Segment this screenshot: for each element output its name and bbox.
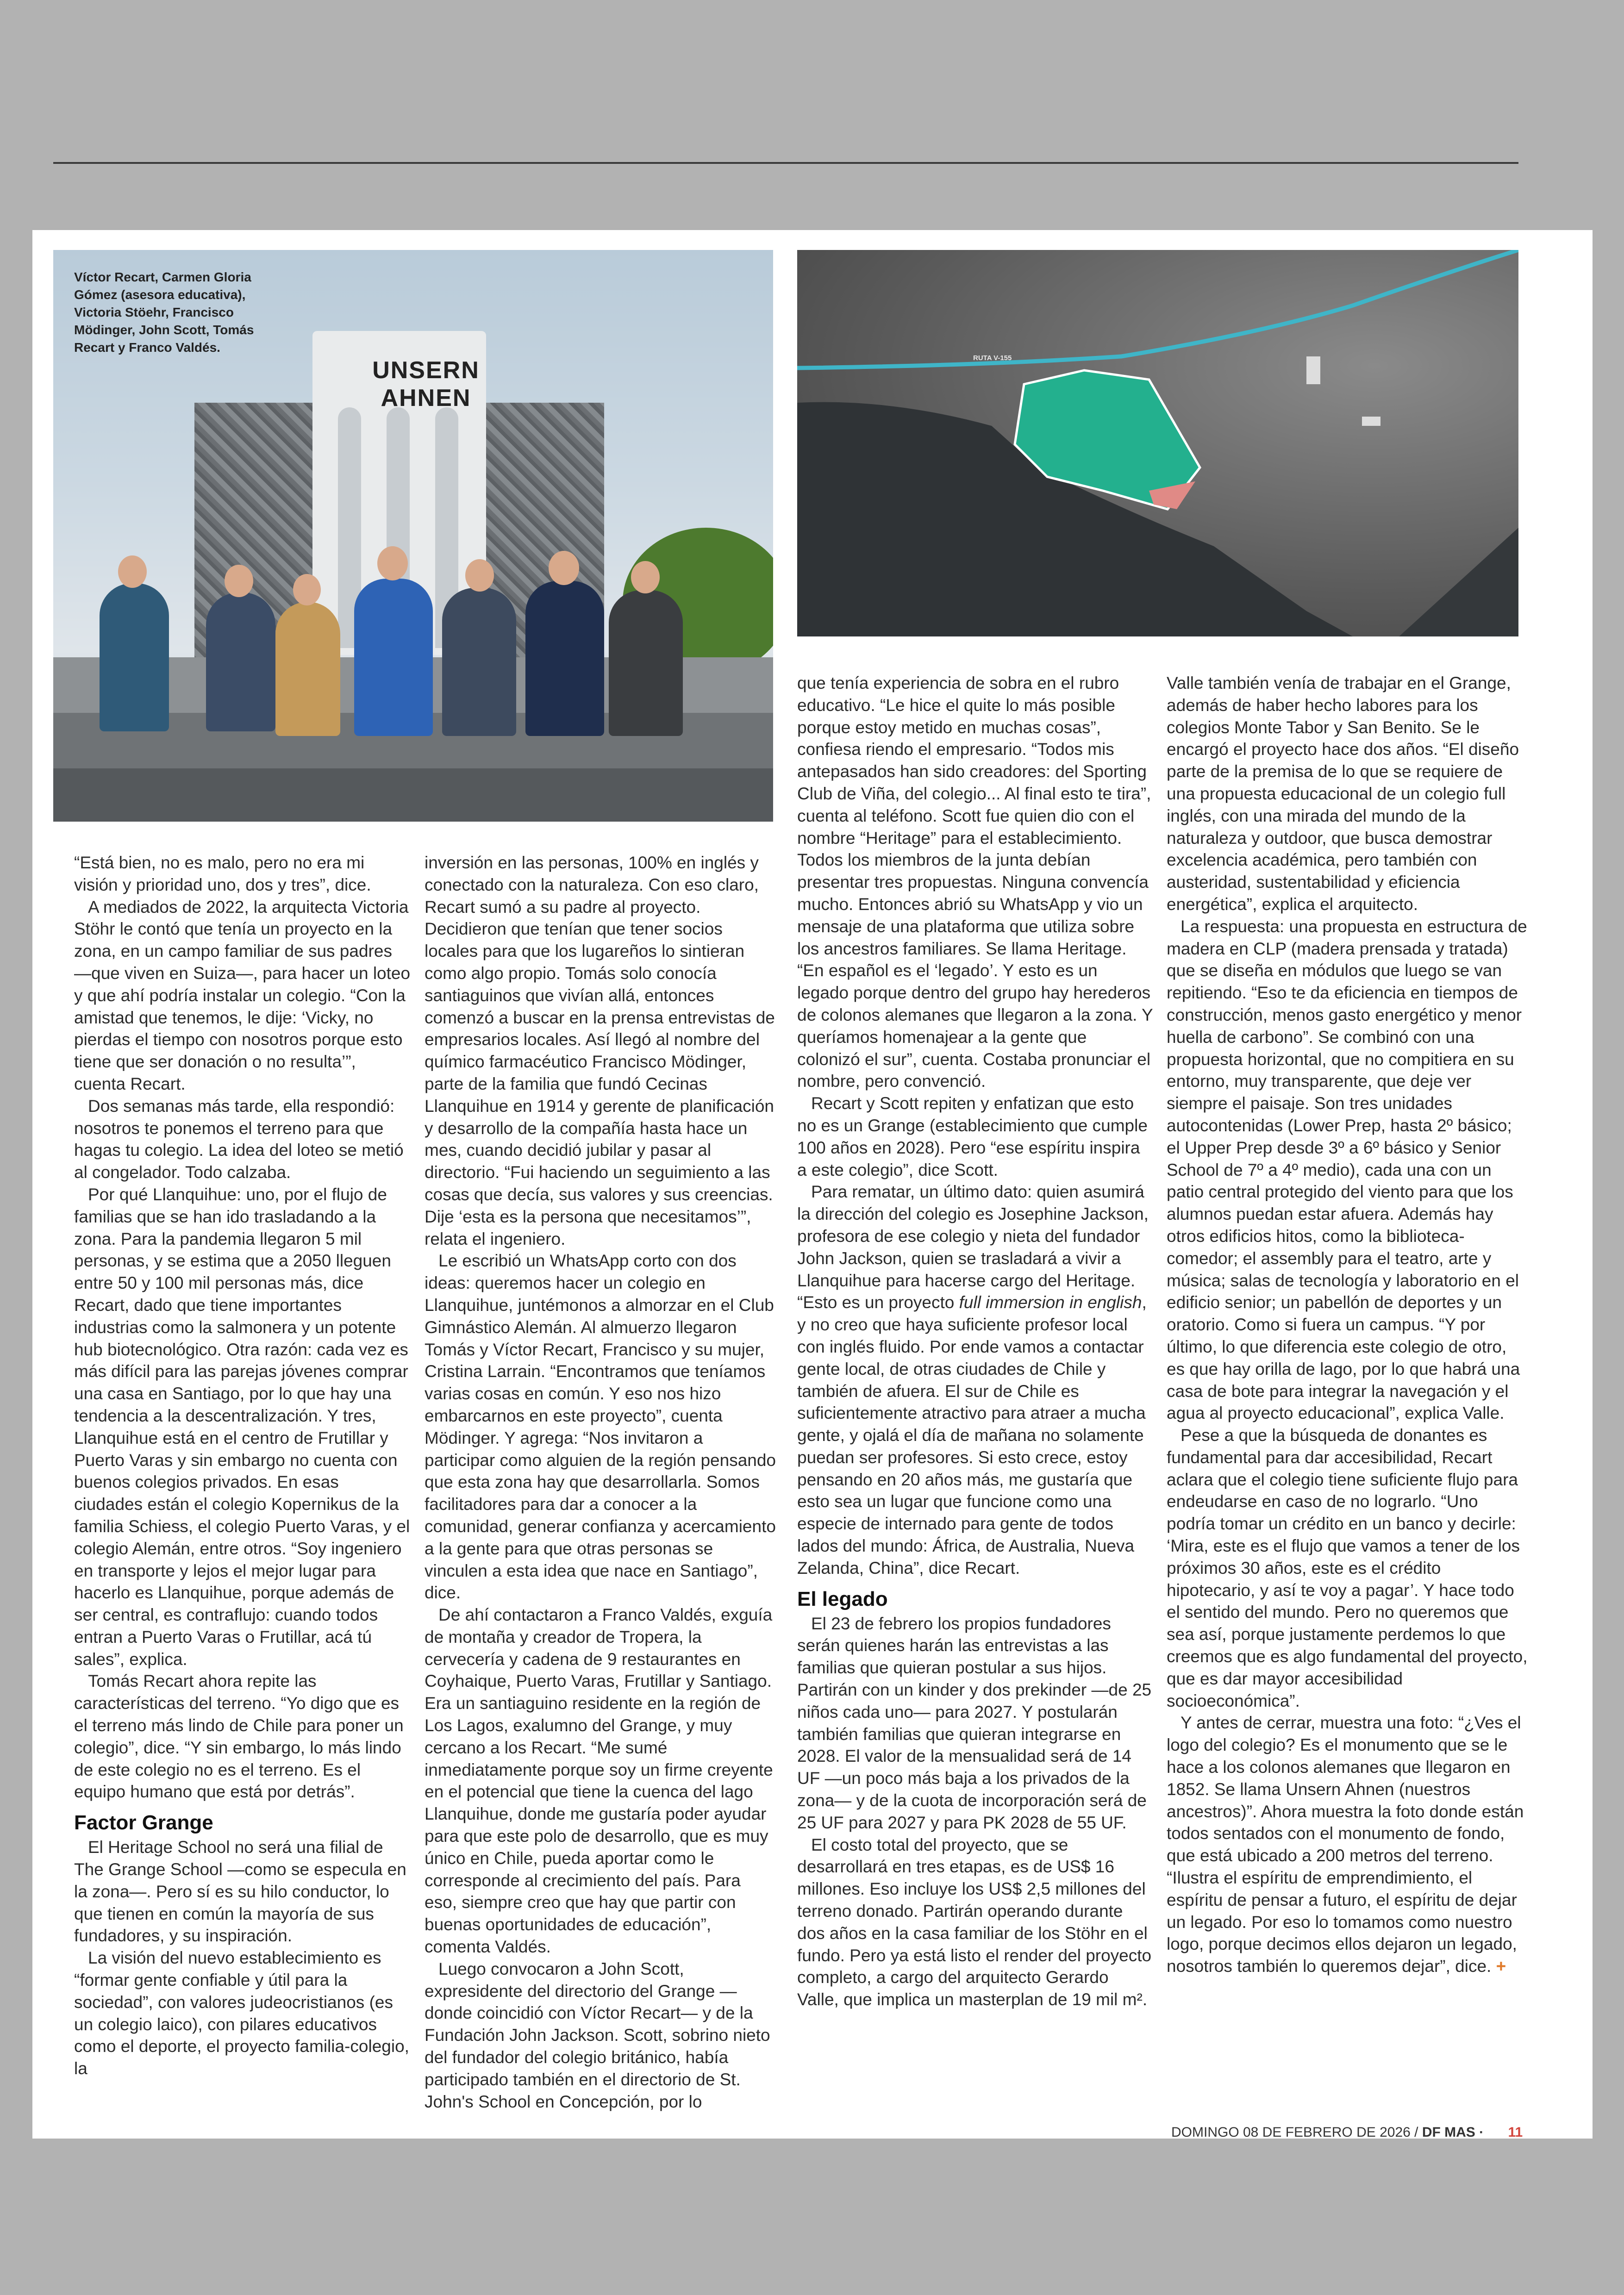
paragraph: A mediados de 2022, la arquitecta Victoria Stöhr le contó que tenía un proyecto en la zona, en un campo familiar de sus padres —que viven en Suiza—, para hacer un loteo y que ahí podría instalar un colegio. “Con la amistad que tenemos, le dije: ‘Vicky, no pierdas el tiempo con nosotros porque esto tiene que ser donación o no resulta’”, cuenta Recart. bbox=[74, 897, 411, 1093]
paragraph: El 23 de febrero los propios fundadores serán quienes harán las entrevistas a las familias que quieran postular a sus hijos. Partirán con un kinder y dos prekinder —de 25 niños cada uno— para 2027. Y postularán también familias que quieran integrarse en 2028. El valor de la mensualidad será de 14 UF —un poco más baja a los privados de la zona— y de la cuota de incorporación será de 25 UF para 2027 y para PK 2028 de 55 UF. bbox=[797, 1614, 1152, 1832]
article-column-4 bbox=[1167, 672, 1528, 1977]
group-photo bbox=[53, 250, 773, 822]
aerial-site-map bbox=[797, 250, 1518, 636]
paragraph: Tomás Recart ahora repite las características del terreno. “Yo digo que es el terreno más lindo de Chile para poner un colegio”, dice. “Y sin embargo, lo más lindo de este colegio no es el terreno. Es el equipo humano que está por detrás”. bbox=[74, 1671, 404, 1802]
article-column-3 bbox=[797, 672, 1154, 2011]
paragraph: Recart y Scott repiten y enfatizan que esto no es un Grange (establecimiento que cumple 100 años en 2028). Pero “ese espíritu inspira a este colegio”, dice Scott. bbox=[797, 1094, 1148, 1179]
header-rule bbox=[53, 162, 1518, 164]
text: Y antes de cerrar, muestra una foto: “¿Ves el logo del colegio? Es el monumento que se le hace a los colonos alemanes que llegaron en 1852. Se llama Unsern Ahnen (nuestros ancestros)”. Ahora muestra la foto donde están todos sentados con el monumento de fondo, que está ubicado a 200 metros del terreno. “Ilustra el espíritu de emprendimiento, el espíritu de pensar a futuro, el espíritu de dejar un legado. Por eso lo tomamos como nuestro logo, porque decimos ellos dejaron un legado, nosotros también lo queremos dejar”, dice. bbox=[1167, 1713, 1524, 1976]
end-mark-icon: + bbox=[1496, 1957, 1506, 1976]
paragraph: Luego convocaron a John Scott, expresidente del directorio del Grange —donde coincidió con Víctor Recart— y de la Fundación John Jackson. Scott, sobrino nieto del fundador del colegio británico, había participado también en el directorio de St. John's School en Concepción, por lo bbox=[425, 1959, 770, 2111]
road-label: RUTA V-155 bbox=[973, 354, 1012, 362]
paragraph: Le escribió un WhatsApp corto con dos ideas: queremos hacer un colegio en Llanquihue, juntémonos a almorzar en el Club Gimnástico Alemán. Al almuerzo llegaron Tomás y Víctor Recart, Francisco y su mujer, Cristina Larrain. “Encontramos que teníamos varias cosas en común. Y eso nos hizo embarcarnos en este proyecto”, cuenta Mödinger. Y agrega: “Nos invitaron a participar como alguien de la región pensando que esta zona hay que desarrollarla. Somos facilitadores para dar a conocer a la comunidad, generar confianza y acercamiento a la gente para que otras personas se vinculen a esta idea que nace en Santiago”, dice. bbox=[425, 1251, 776, 1603]
paragraph: La respuesta: una propuesta en estructura de madera en CLP (madera prensada y tratada) que se diseña en módulos que luego se van repitiendo. “Eso te da eficiencia en tiempos de construcción, menos gasto energético y menor huella de carbono”. Se combinó con una propuesta horizontal, que no compitiera en su entorno, muy transparente, que deje ver siempre el paisaje. Son tres unidades autocontenidas (Lower Prep, hasta 2º básico; el Upper Prep desde 3º a 6º básico y Senior School de 7º a 4º medio), cada una con un patio central protegido del viento para que los alumnos puedan estar afuera. Además hay otros edificios hitos, como la biblioteca-comedor; el assembly para el teatro, arte y música; salas de tecnología y laboratorio en el edificio senior; un pabellón de deportes y un oratorio. Como si fuera un campus. “Y por último, lo que diferencia este colegio de otro, es que hay orilla de lago, por lo que habrá una casa de bote para integrar la navegación y el agua al proyecto educacional”, explica Valle. bbox=[1167, 917, 1527, 1423]
paragraph: que tenía experiencia de sobra en el rubro educativo. “Le hice el quite lo más posible porque estoy metido en muchas cosas”, confiesa riendo el empresario. “Todos mis antepasados han sido creadores: del Sporting Club de Viña, del colegio... Al final esto te tira”, cuenta al teléfono. Scott fue quien dio con el nombre “Heritage” para el establecimiento. Todos los miembros de la junta debían presentar tres propuestas. Ninguna convencía mucho. Entonces abrió su WhatsApp y vio un mensaje de una plataforma que utiliza sobre los ancestros familiares. Se llama Heritage. “En español es el ‘legado’. Y esto es un legado porque dentro del grupo hay herederos de colonos alemanes que llegaron a la zona. Y queríamos homenajear a la gente que colonizó el sur”, cuenta. Costaba pronunciar el nombre, pero convenció. bbox=[797, 674, 1153, 1091]
page-number: 11 bbox=[1508, 2125, 1523, 2140]
paragraph: La visión del nuevo establecimiento es “formar gente confiable y útil para la sociedad”, con valores judeocristianos (es un colegio laico), con pilares educativos como el deporte, el proyecto familia-colegio, la bbox=[74, 1948, 409, 2078]
paragraph: Pese a que la búsqueda de donantes es fundamental para dar accesibilidad, Recart aclara que el colegio tiene suficiente flujo para endeudarse en caso de no lograrlo. “Uno podría tomar un crédito en un banco y decirle: ‘Mira, este es el flujo que vamos a tener de los próximos 30 años, este es el crédito hipotecario, y así te voy a pagar’. Y hace todo el sentido del mundo. Pero no queremos que sea así, porque justamente perdemos lo que creemos que es algo fundamental del proyecto, que es dar mayor accesibilidad socioeconómica”. bbox=[1167, 1426, 1528, 1710]
italic-text: full immersion in english bbox=[959, 1293, 1142, 1312]
article-column-1 bbox=[74, 852, 412, 2080]
subheading: Factor Grange bbox=[74, 1811, 213, 1834]
text: , y no creo que haya suficiente profesor local con inglés fluido. Por ende vamos a contactar gente local, de otras ciudades de Chile y también de afuera. El sur de Chile es suficientemente atractivo para atraer a mucha gente, y ojalá el día de mañana no solamente puedan ser profesores. Si esto crece, estoy pensando en 20 años más, me gustaría que esto sea un lugar que funcione como una especie de internado para gente de todos lados del mundo: África, de Australia, Nueva Zelanda, China”, dice Recart. bbox=[797, 1293, 1147, 1578]
footer-date: DOMINGO 08 DE FEBRERO DE 2026 / bbox=[1171, 2125, 1418, 2140]
paragraph: Por qué Llanquihue: uno, por el flujo de familias que se han ido trasladando a la zona. Para la pandemia llegaron 5 mil personas, y se estima que a 2050 lleguen entre 50 y 100 mil personas más, dice Recart, dado que tiene importantes industrias como la salmonera y un potente hub biotecnológico. Otra razón: cada vez es más difícil para las parejas jóvenes comprar una casa en Santiago, por lo que hay una tendencia a la descentralización. Y tres, Llanquihue está en el centro de Frutillar y Puerto Varas y sin embargo no cuenta con buenos colegios privados. En esas ciudades están el colegio Kopernikus de la familia Schiess, el colegio Puerto Varas, y el colegio Alemán, entre otros. “Soy ingeniero en transporte y lejos el mejor lugar para hacerlo es Llanquihue, porque además de ser central, es contraflujo: cuando todos entran a Puerto Varas o Frutillar, acá tú sales”, explica. bbox=[74, 1185, 410, 1669]
road-line bbox=[797, 250, 1518, 368]
site-map-drawing bbox=[797, 250, 1518, 636]
paragraph: Valle también venía de trabajar en el Grange, además de haber hecho labores para los colegios Monte Tabor y San Benito. Se le encargó el proyecto hace dos años. “El diseño parte de la premisa de lo que se requiere de una propuesta educacional de un colegio full inglés, con una mirada del mundo de la naturaleza y outdoor, que busca demostrar excelencia académica, pero también con austeridad, sustentabilidad y eficiencia energética”, explica el arquitecto. bbox=[1167, 674, 1519, 914]
page-footer bbox=[1171, 2125, 1523, 2140]
paragraph bbox=[797, 1181, 1154, 1579]
text: Para rematar, un último dato: quien asumirá la dirección del colegio es Josephine Jackson, profesora de ese colegio y nieta del fundador John Jackson, quien se trasladará a vivir a Llanquihue para hacerse cargo del Heritage. “Esto es un proyecto bbox=[797, 1182, 1149, 1312]
paragraph bbox=[1167, 1712, 1528, 1977]
paragraph: “Está bien, no es malo, pero no era mi visión y prioridad uno, dos y tres”, dice. bbox=[74, 853, 371, 894]
monument-sign: UNSERN AHNEN bbox=[372, 357, 480, 412]
paragraph: De ahí contactaron a Franco Valdés, exguía de montaña y creador de Tropera, la cervecería y cadena de 9 restaurantes en Coyhaique, Puerto Varas, Frutillar y Santiago. Era un santiaguino residente en la región de Los Lagos, exalumno del Grange, y muy cercano a los Recart. “Me sumé inmediatamente porque soy un firme creyente en el potencial que tiene la cuenca del lago Llanquihue, donde me gustaría poder ayudar para que este polo de desarrollo, que es muy único en Chile, pueda aportar como le corresponde al crecimiento del país. Para eso, siempre creo que hay que partir con buenas oportunidades de educación”, comenta Valdés. bbox=[425, 1605, 773, 1957]
paragraph: El costo total del proyecto, que se desarrollará en tres etapas, es de US$ 16 millones. Eso incluye los US$ 2,5 millones del terreno donado. Partirán operando durante dos años en la casa familiar de los Stöhr en el fundo. Pero ya está listo el render del proyecto completo, a cargo del arquitecto Gerardo Valle, que implica un masterplan de 19 mil m². bbox=[797, 1835, 1152, 2009]
paragraph: El Heritage School no será una filial de The Grange School —como se especula en la zona—. Pero sí es su hilo conductor, lo que tienen en común la mayoría de sus fundadores, y su inspiración. bbox=[74, 1838, 406, 1946]
photo-caption: Víctor Recart, Carmen Gloria Gómez (asesora educativa), Victoria Stöehr, Francisco Mödinger, John Scott, Tomás Recart y Franco Valdés. bbox=[74, 270, 254, 355]
magazine-page bbox=[32, 230, 1593, 2139]
paragraph: inversión en las personas, 100% en inglés y conectado con la naturaleza. Con eso claro, Recart sumó a su padre al proyecto. Decidieron que tenían que tener socios locales para que los lugareños lo sintieran como algo propio. Tomás solo conocía santiaguinos que vivían allá, entonces comenzó a buscar en la prensa entrevistas de empresarios locales. Así llegó al nombre del químico farmacéutico Francisco Mödinger, parte de la familia que fundó Cecinas Llanquihue en 1914 y gerente de planificación y desarrollo de la compañía hasta hace un mes, cuando decidió jubilar y pasar al directorio. “Fui haciendo un seguimiento a las cosas que decía, sus valores y sus creencias. Dije ‘esta es la persona que necesitamos’”, relata el ingeniero. bbox=[425, 853, 775, 1248]
subheading: El legado bbox=[797, 1587, 888, 1610]
article-column-2 bbox=[425, 852, 776, 2113]
paragraph: Dos semanas más tarde, ella respondió: nosotros te ponemos el terreno para que hagas tu colegio. La idea del loteo se metió al congelador. Todo calzaba. bbox=[74, 1096, 404, 1182]
publication-name: DF MAS · bbox=[1422, 2125, 1484, 2140]
